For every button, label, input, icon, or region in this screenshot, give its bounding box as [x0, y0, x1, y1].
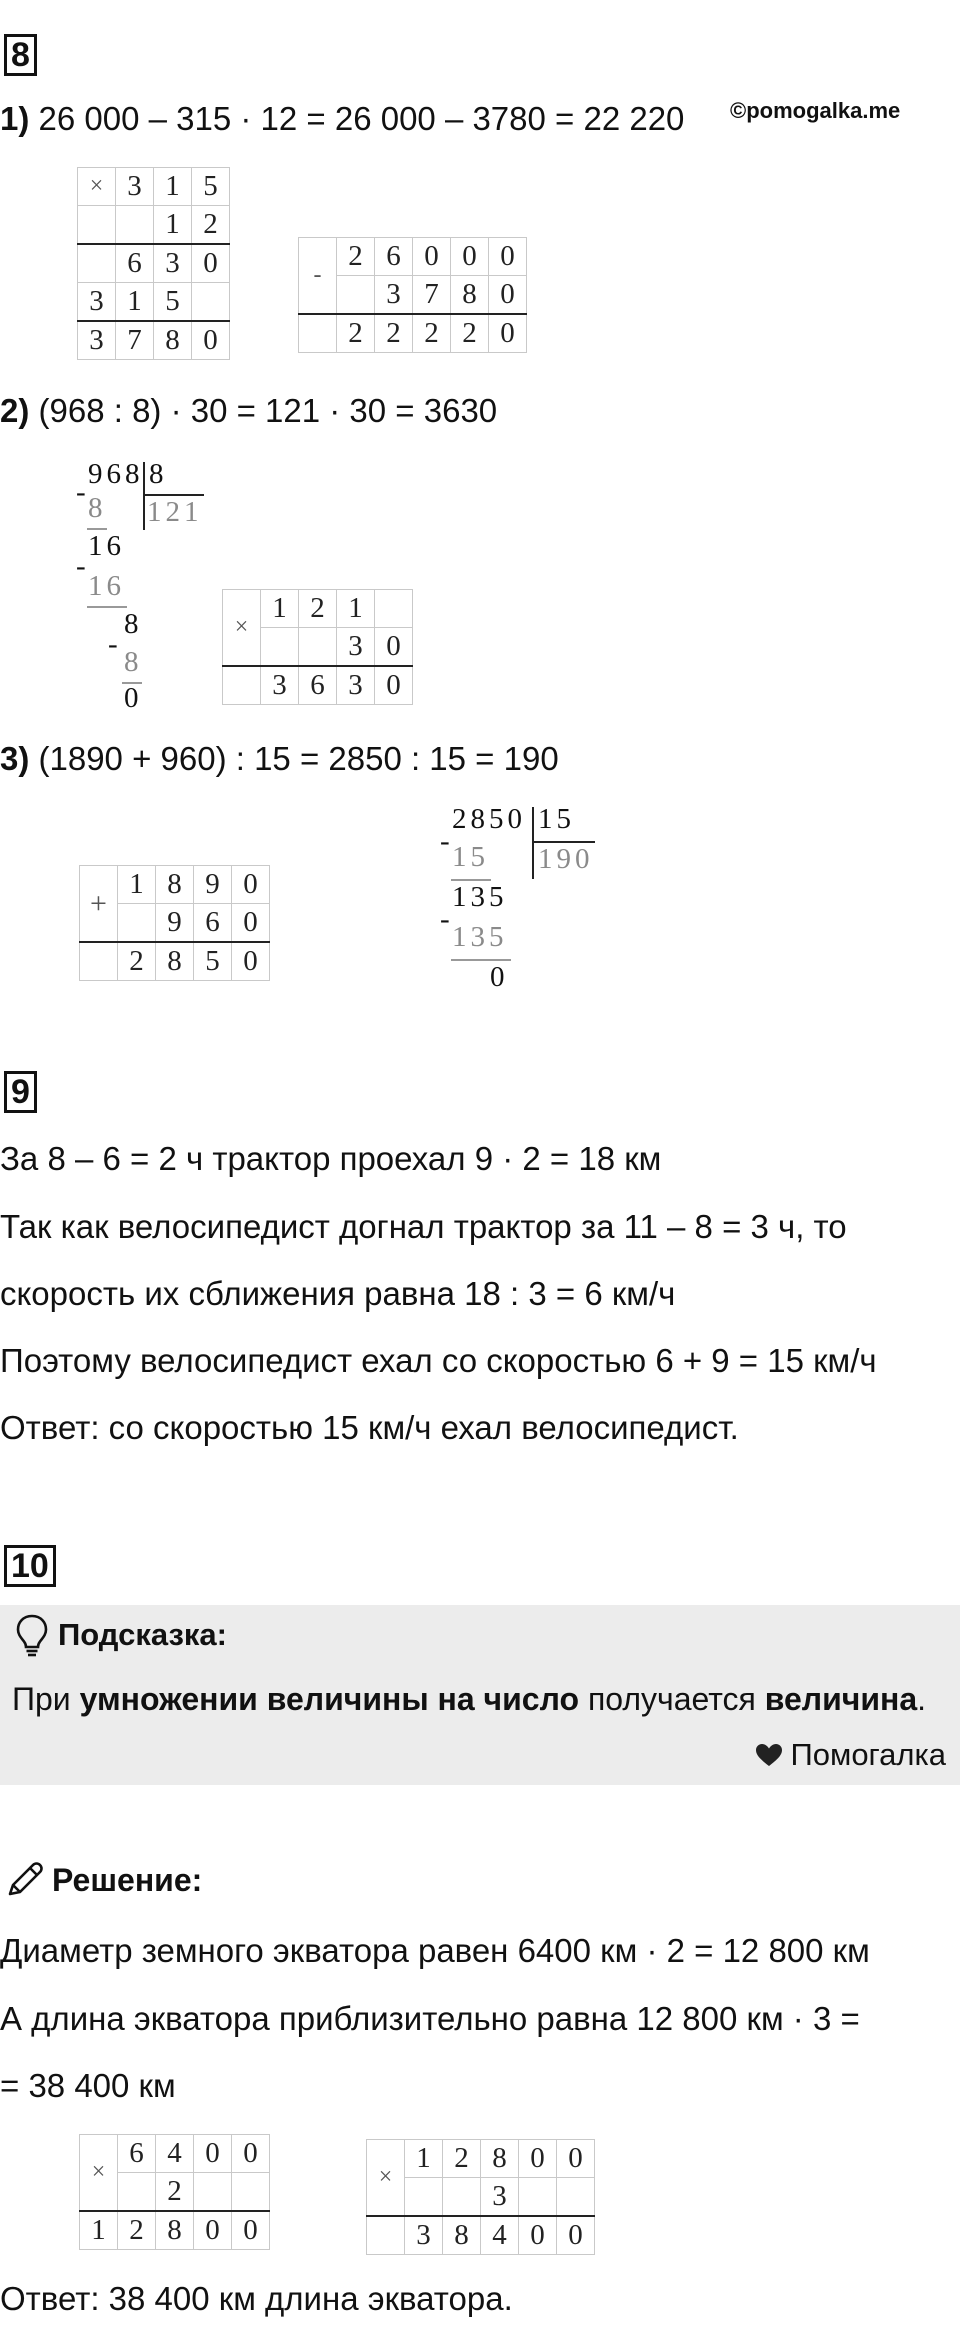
- digit-cell: 5: [192, 168, 230, 206]
- task9-line-3: скорость их сближения равна 18 : 3 = 6 км/ч: [0, 1275, 676, 1312]
- digit-cell: [118, 904, 156, 943]
- digit-cell: 0: [557, 2216, 595, 2255]
- digit-cell: 0: [375, 628, 413, 667]
- digit-cell: [116, 206, 154, 245]
- quotient: 121: [147, 496, 203, 528]
- task10-line-1: Диаметр земного экватора равен 6400 км · 2 = 12 800 км: [0, 1932, 870, 1969]
- digit-cell: [375, 590, 413, 628]
- digit-cell: 7: [413, 276, 451, 315]
- addition-1890-960: [79, 865, 270, 981]
- minus-sign: -: [76, 550, 90, 582]
- digit-cell: [299, 628, 337, 667]
- digit-cell: 1: [405, 2140, 443, 2178]
- hint-text-part: .: [917, 1681, 927, 1717]
- task9-answer: Ответ: со скоростью 15 км/ч ехал велосипедист.: [0, 1409, 739, 1446]
- digit-cell: 1: [337, 590, 375, 628]
- digit-cell: 0: [557, 2140, 595, 2178]
- digit-cell: 0: [232, 942, 270, 981]
- digit-cell: 8: [156, 942, 194, 981]
- digit-cell: 5: [194, 942, 232, 981]
- digit-cell: [261, 628, 299, 667]
- heart-icon: [754, 1742, 784, 1768]
- digit-cell: 8: [154, 321, 192, 360]
- hint-bold: величина: [764, 1681, 918, 1717]
- digit-cell: 3: [78, 321, 116, 360]
- digit-cell: 2: [413, 314, 451, 353]
- digit-cell: [78, 244, 116, 283]
- digit-cell: 4: [156, 2135, 194, 2173]
- digit-cell: 2: [299, 590, 337, 628]
- digit-cell: 0: [519, 2140, 557, 2178]
- task10-line-2: А длина экватора приблизительно равна 12 800 км · 3 =: [0, 2000, 860, 2037]
- digit-cell: [557, 2178, 595, 2217]
- operator: ×: [367, 2140, 405, 2217]
- task-number-8: 8: [4, 34, 37, 76]
- digit-cell: [118, 2173, 156, 2212]
- hint-bold: умножении величины на число: [79, 1681, 580, 1717]
- digit-cell: 2: [375, 314, 413, 353]
- operator: +: [80, 866, 118, 943]
- operator: ×: [223, 590, 261, 667]
- digit-cell: 9: [156, 904, 194, 943]
- digit-cell: 8: [443, 2216, 481, 2255]
- task9-line-2: Так как велосипедист догнал трактор за 11 – 8 = 3 ч, то: [0, 1208, 847, 1245]
- digit-cell: 5: [154, 283, 192, 322]
- digit-cell: 9: [194, 866, 232, 904]
- task8-line-3: [0, 740, 559, 778]
- part-label: 1): [0, 100, 30, 137]
- expression: (1890 + 960) : 15 = 2850 : 15 = 190: [29, 740, 559, 777]
- digit-cell: 3: [405, 2216, 443, 2255]
- brand-name: Помогалка: [790, 1737, 946, 1772]
- dividend: 968: [88, 458, 144, 490]
- digit-cell: 2: [443, 2140, 481, 2178]
- digit-cell: 6: [118, 2135, 156, 2173]
- digit-cell: 0: [232, 904, 270, 943]
- subtrahend: 8: [88, 492, 107, 524]
- digit-cell: 3: [154, 244, 192, 283]
- digit-cell: 2: [451, 314, 489, 353]
- task9-line-1: За 8 – 6 = 2 ч трактор проехал 9 · 2 = 18 км: [0, 1140, 662, 1177]
- multiplication-12800x3: [366, 2139, 595, 2255]
- digit-cell: 8: [481, 2140, 519, 2178]
- digit-cell: 3: [375, 276, 413, 315]
- digit-cell: 0: [232, 2211, 270, 2250]
- remainder: 0: [490, 961, 509, 993]
- digit-cell: 3: [337, 666, 375, 705]
- digit-cell: 3: [481, 2178, 519, 2217]
- digit-cell: [405, 2178, 443, 2217]
- digit-cell: 3: [78, 283, 116, 322]
- digit-cell: 1: [154, 168, 192, 206]
- hint-text: [12, 1681, 926, 1718]
- digit-cell: 6: [299, 666, 337, 705]
- digit-cell: [519, 2178, 557, 2217]
- divisor: 8: [149, 458, 168, 490]
- digit-cell: 0: [192, 321, 230, 360]
- digit-cell: 0: [489, 238, 527, 276]
- digit-cell: 0: [413, 238, 451, 276]
- digit-cell: 0: [192, 244, 230, 283]
- digit-cell: 1: [154, 206, 192, 245]
- watermark: ©pomogalka.me: [730, 98, 901, 123]
- task10-line-3: = 38 400 км: [0, 2067, 176, 2104]
- multiplication-315x12: [77, 167, 230, 360]
- digit-cell: 3: [261, 666, 299, 705]
- minus-sign: -: [440, 903, 454, 935]
- digit-cell: 0: [232, 866, 270, 904]
- task10-answer: Ответ: 38 400 км длина экватора.: [0, 2280, 513, 2317]
- multiplication-121x30: [222, 589, 413, 705]
- digit-cell: 0: [489, 314, 527, 353]
- digit-cell: 1: [80, 2211, 118, 2250]
- pencil-icon: [4, 1858, 46, 1900]
- underline: [87, 606, 127, 608]
- long-division-968-8: [70, 458, 210, 718]
- digit-cell: 4: [481, 2216, 519, 2255]
- digit-cell: [299, 314, 337, 353]
- digit-cell: [78, 206, 116, 245]
- digit-cell: [194, 2173, 232, 2212]
- digit-cell: 6: [194, 904, 232, 943]
- digit-cell: 6: [116, 244, 154, 283]
- remainder: 16: [88, 530, 125, 562]
- digit-cell: 3: [337, 628, 375, 667]
- task-number-10: 10: [4, 1545, 56, 1587]
- long-division-2850-15: [438, 803, 608, 1003]
- solution-title: Решение:: [52, 1862, 203, 1898]
- minus-sign: -: [76, 476, 90, 508]
- hint-box: [0, 1605, 960, 1785]
- digit-cell: [223, 666, 261, 705]
- digit-cell: [232, 2173, 270, 2212]
- digit-cell: 1: [261, 590, 299, 628]
- digit-cell: 8: [156, 2211, 194, 2250]
- subtrahend: 15: [452, 841, 489, 873]
- expression: (968 : 8) · 30 = 121 · 30 = 3630: [29, 392, 498, 429]
- digit-cell: 7: [116, 321, 154, 360]
- lightbulb-icon: [14, 1613, 50, 1657]
- digit-cell: 0: [194, 2211, 232, 2250]
- task-number-9: 9: [4, 1071, 37, 1113]
- digit-cell: 6: [375, 238, 413, 276]
- remainder: 135: [452, 881, 508, 913]
- expression: 26 000 – 315 · 12 = 26 000 – 3780 = 22 220: [29, 100, 685, 137]
- digit-cell: 1: [116, 283, 154, 322]
- digit-cell: [192, 283, 230, 322]
- digit-cell: [337, 276, 375, 315]
- digit-cell: 0: [519, 2216, 557, 2255]
- digit-cell: 2: [118, 2211, 156, 2250]
- minus-sign: -: [108, 628, 122, 660]
- brand-signature: [754, 1737, 946, 1773]
- operator: ×: [80, 2135, 118, 2212]
- task8-line-2: [0, 392, 497, 430]
- multiplication-6400x2: [79, 2134, 270, 2250]
- digit-cell: 2: [156, 2173, 194, 2212]
- hint-title: Подсказка:: [58, 1617, 227, 1652]
- digit-cell: [443, 2178, 481, 2217]
- part-label: 3): [0, 740, 30, 777]
- digit-cell: 0: [194, 2135, 232, 2173]
- dividend: 2850: [452, 803, 526, 835]
- part-label: 2): [0, 392, 30, 429]
- quotient: 190: [538, 843, 594, 875]
- task8-line-1: [0, 100, 684, 138]
- digit-cell: 2: [337, 238, 375, 276]
- subtrahend: 135: [452, 921, 508, 953]
- digit-cell: 2: [118, 942, 156, 981]
- subtrahend: 16: [88, 570, 125, 602]
- subtrahend: 8: [124, 646, 143, 678]
- digit-cell: 1: [118, 866, 156, 904]
- hint-text-part: При: [12, 1681, 80, 1717]
- digit-cell: 3: [116, 168, 154, 206]
- hint-text-part: получается: [579, 1681, 765, 1717]
- remainder: 0: [124, 682, 143, 714]
- division-bar: [532, 807, 534, 879]
- digit-cell: [80, 942, 118, 981]
- digit-cell: 2: [192, 206, 230, 245]
- digit-cell: 0: [451, 238, 489, 276]
- operator: ×: [78, 168, 116, 206]
- digit-cell: [367, 2216, 405, 2255]
- divisor: 15: [538, 803, 575, 835]
- digit-cell: 2: [337, 314, 375, 353]
- operator: -: [299, 238, 337, 315]
- division-bar: [143, 462, 145, 530]
- digit-cell: 8: [451, 276, 489, 315]
- digit-cell: 0: [489, 276, 527, 315]
- remainder: 8: [124, 608, 143, 640]
- digit-cell: 8: [156, 866, 194, 904]
- subtraction-26000-3780: [298, 237, 527, 353]
- task9-line-4: Поэтому велосипедист ехал со скоростью 6 + 9 = 15 км/ч: [0, 1342, 877, 1379]
- digit-cell: 0: [375, 666, 413, 705]
- digit-cell: 0: [232, 2135, 270, 2173]
- minus-sign: -: [440, 825, 454, 857]
